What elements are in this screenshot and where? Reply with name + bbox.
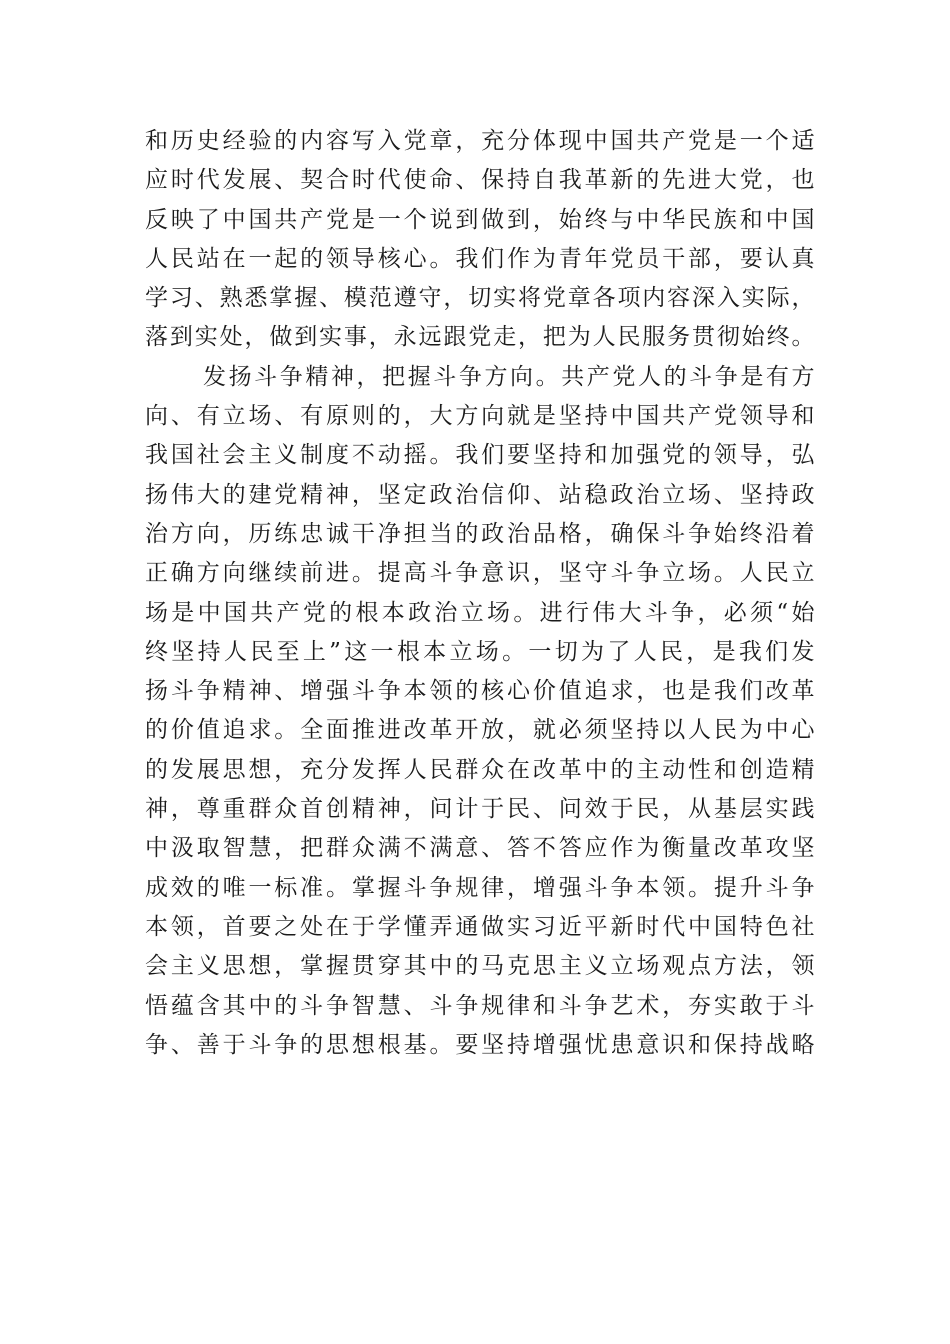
- text-line: 中汲取智慧，把群众满不满意、答不答应作为衡量改革攻坚: [145, 835, 815, 862]
- text-line: 反映了中国共产党是一个说到做到，始终与中华民族和中国: [145, 206, 815, 233]
- text-line: 学习、熟悉掌握、模范遵守，切实将党章各项内容深入实际，: [145, 285, 815, 312]
- text-line: 悟蕴含其中的斗争智慧、斗争规律和斗争艺术，夯实敢于斗: [145, 992, 815, 1019]
- text-line: 会主义思想，掌握贯穿其中的马克思主义立场观点方法，领: [145, 953, 815, 980]
- text-line: 的价值追求。全面推进改革开放，就必须坚持以人民为中心: [145, 717, 815, 744]
- text-line: 落到实处，做到实事，永远跟党走，把为人民服务贯彻始终。: [145, 324, 815, 351]
- text-line: 正确方向继续前进。提高斗争意识，坚守斗争立场。人民立: [145, 560, 815, 587]
- text-line: 人民站在一起的领导核心。我们作为青年党员干部，要认真: [145, 245, 815, 272]
- text-line: 本领，首要之处在于学懂弄通做实习近平新时代中国特色社: [145, 913, 815, 940]
- text-line: 向、有立场、有原则的，大方向就是坚持中国共产党领导和: [145, 403, 815, 430]
- text-line: 神，尊重群众首创精神，问计于民、问效于民，从基层实践: [145, 796, 815, 823]
- text-line: 扬伟大的建党精神，坚定政治信仰、站稳政治立场、坚持政: [145, 481, 815, 508]
- text-line: 应时代发展、契合时代使命、保持自我革新的先进大党，也: [145, 167, 815, 194]
- text-line: 我国社会主义制度不动摇。我们要坚持和加强党的领导，弘: [145, 442, 815, 469]
- text-line: 扬斗争精神、增强斗争本领的核心价值追求，也是我们改革: [145, 678, 815, 705]
- text-line: 场是中国共产党的根本政治立场。进行伟大斗争，必须“始: [145, 599, 815, 626]
- paragraph-first-line: 发扬斗争精神，把握斗争方向。共产党人的斗争是有方: [203, 363, 815, 390]
- body-text: [145, 122, 815, 1065]
- text-line: 治方向，历练忠诚干净担当的政治品格，确保斗争始终沿着: [145, 520, 815, 547]
- text-line: 争、善于斗争的思想根基。要坚持增强忧患意识和保持战略: [145, 1031, 815, 1058]
- text-line: 的发展思想，充分发挥人民群众在改革中的主动性和创造精: [145, 756, 815, 783]
- text-line: 终坚持人民至上”这一根本立场。一切为了人民，是我们发: [145, 638, 815, 665]
- text-line: 和历史经验的内容写入党章，充分体现中国共产党是一个适: [145, 128, 815, 154]
- text-line: 成效的唯一标准。掌握斗争规律，增强斗争本领。提升斗争: [145, 874, 815, 901]
